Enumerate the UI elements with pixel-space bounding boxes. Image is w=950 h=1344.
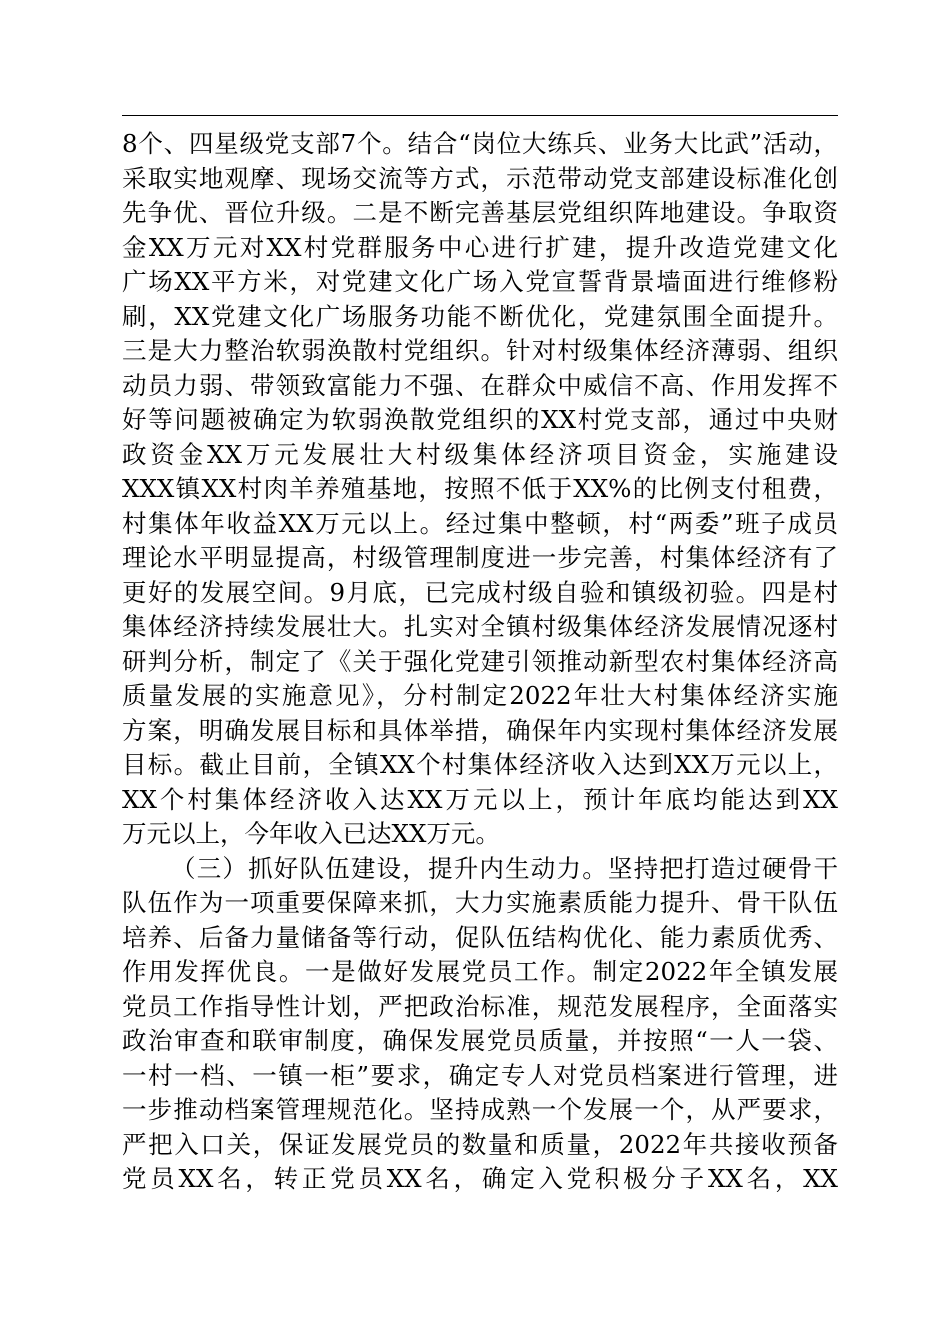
text-line: 刷，XX党建文化广场服务功能不断优化，党建氛围全面提升。 (122, 301, 838, 331)
text-line: 8个、四星级党支部7个。结合“岗位大练兵、业务大比武”活动， (122, 129, 838, 158)
text-line: 动员力弱、带领致富能力不强、在群众中威信不高、作用发挥不 (122, 370, 838, 400)
text-line: 采取实地观摩、现场交流等方式，示范带动党支部建设标准化创 (122, 163, 838, 193)
text-line: 目标。截止目前，全镇XX个村集体经济收入达到XX万元以上， (122, 750, 838, 779)
text-line: 质量发展的实施意见》，分村制定2022年壮大村集体经济实施 (122, 681, 838, 710)
text-line: 党员XX名，转正党员XX名，确定入党积极分子XX名，XX (122, 1164, 838, 1193)
text-line: 三是大力整治软弱涣散村党组织。针对村级集体经济薄弱、组织 (122, 336, 838, 365)
text-line: XX个村集体经济收入达XX万元以上，预计年底均能达到XX (122, 784, 838, 814)
text-line: 万元以上，今年收入已达XX万元。 (122, 819, 500, 848)
header-rule (122, 115, 838, 116)
text-line: 好等问题被确定为软弱涣散党组织的XX村党支部，通过中央财 (122, 405, 838, 434)
text-line: 作用发挥优良。一是做好发展党员工作。制定2022年全镇发展 (122, 957, 838, 986)
text-line: 广场XX平方米，对党建文化广场入党宣誓背景墙面进行维修粉 (122, 267, 838, 296)
text-line: 队伍作为一项重要保障来抓，大力实施素质能力提升、骨干队伍 (122, 888, 838, 917)
text-line: 理论水平明显提高，村级管理制度进一步完善，村集体经济有了 (122, 543, 838, 572)
text-line: 培养、后备力量储备等行动，促队伍结构优化、能力素质优秀、 (122, 922, 838, 952)
body-text (122, 127, 838, 1197)
text-line: 村集体年收益XX万元以上。经过集中整顿，村“两委”班子成员 (122, 508, 838, 538)
paragraph-continued (122, 127, 838, 852)
section-heading-line: （三）抓好队伍建设，提升内生动力。坚持把打造过硬骨干 (171, 853, 838, 883)
text-line: 先争优、晋位升级。二是不断完善基层党组织阵地建设。争取资 (122, 198, 838, 227)
text-line: 一村一档、一镇一柜”要求，确定专人对党员档案进行管理，进 (122, 1060, 838, 1090)
text-line: 严把入口关，保证发展党员的数量和质量，2022年共接收预备 (122, 1129, 838, 1159)
text-line: 集体经济持续发展壮大。扎实对全镇村级集体经济发展情况逐村 (122, 612, 838, 641)
paragraph-section-three (122, 852, 838, 1197)
text-line: 政资金XX万元发展壮大村级集体经济项目资金，实施建设 (122, 439, 838, 469)
text-line: 研判分析，制定了《关于强化党建引领推动新型农村集体经济高 (122, 646, 838, 676)
text-line: 党员工作指导性计划，严把政治标准，规范发展程序，全面落实 (122, 991, 838, 1021)
text-line: 政治审查和联审制度，确保发展党员质量，并按照“一人一袋、 (122, 1026, 838, 1055)
text-line: XXX镇XX村肉羊养殖基地，按照不低于XX%的比例支付租费， (122, 474, 838, 503)
text-line: 一步推动档案管理规范化。坚持成熟一个发展一个，从严要求， (122, 1095, 838, 1124)
text-line: 更好的发展空间。9月底，已完成村级自验和镇级初验。四是村 (122, 577, 838, 607)
text-line: 金XX万元对XX村党群服务中心进行扩建，提升改造党建文化 (122, 232, 838, 262)
text-line: 方案，明确发展目标和具体举措，确保年内实现村集体经济发展 (122, 715, 838, 745)
